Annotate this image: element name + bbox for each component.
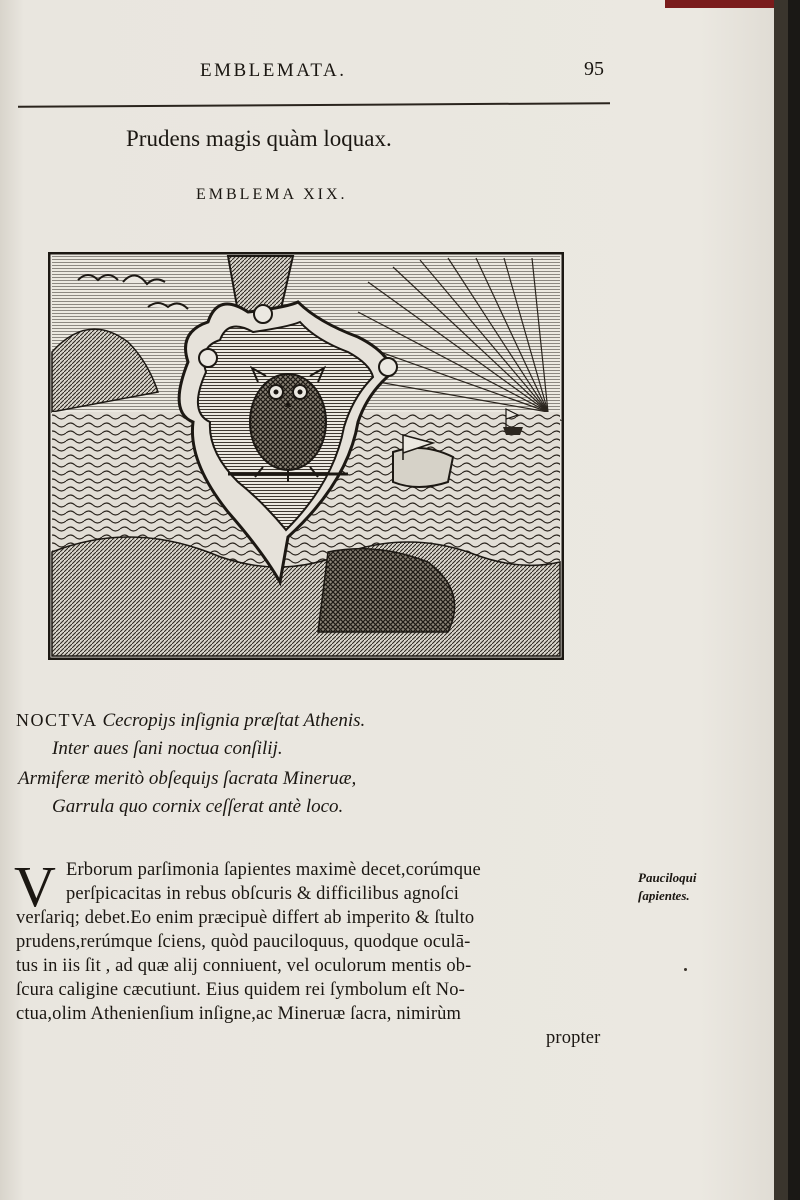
- verse-smallcaps-lead: NOCTVA: [16, 710, 98, 730]
- drop-cap-initial: V: [14, 854, 56, 919]
- book-gutter: [774, 0, 788, 1200]
- commentary-line: tus in iis ſit , ad quæ alij conniuent, vel oculorum mentis ob-: [16, 956, 472, 976]
- commentary-line: Erborum parſimonia ſapientes maximè decet,corúmque: [66, 860, 481, 880]
- running-title: EMBLEMATA.: [200, 60, 347, 81]
- marginal-note-line-2: ſapientes.: [638, 888, 690, 903]
- commentary-line: perſpicacitas in rebus obſcuris & difficilibus agnoſci: [66, 884, 460, 904]
- emblem-number: EMBLEMA XIX.: [196, 186, 348, 203]
- verse-line-4: Garrula quo cornix ceſſerat antè loco.: [52, 796, 344, 817]
- emblem-motto: Prudens magis quàm loquax.: [126, 126, 392, 151]
- marginal-note-line-1: Pauciloqui: [638, 870, 697, 885]
- ink-speck: [684, 968, 687, 971]
- commentary-line: ctua,olim Athenienſium inſigne,ac Mineruæ ſacra, nimirùm: [16, 1004, 462, 1024]
- commentary-line: ſcura caligine cæcutiunt. Eius quidem rei ſymbolum eſt No-: [16, 980, 465, 1000]
- catchword: propter: [546, 1028, 601, 1048]
- page-number: 95: [584, 58, 604, 80]
- woodcut-illustration: [48, 252, 564, 660]
- commentary-line: verſariq; debet.Eo enim præcipuè differt ab imperito & ſtulto: [16, 908, 475, 928]
- verse-line-1: [16, 710, 365, 732]
- verse-line-3: Armiferæ meritò obſequiȷs ſacrata Mineruæ,: [18, 768, 357, 789]
- red-edge: [665, 0, 788, 8]
- commentary-line: prudens,rerúmque ſciens, quòd pauciloquus, quodque oculā-: [16, 932, 471, 952]
- header-rule: [18, 102, 610, 108]
- verse-line-1-text: Cecropiȷs inſignia præſtat Athenis.: [97, 710, 366, 731]
- verse-line-2: Inter aues ſani noctua conſilij.: [52, 738, 283, 759]
